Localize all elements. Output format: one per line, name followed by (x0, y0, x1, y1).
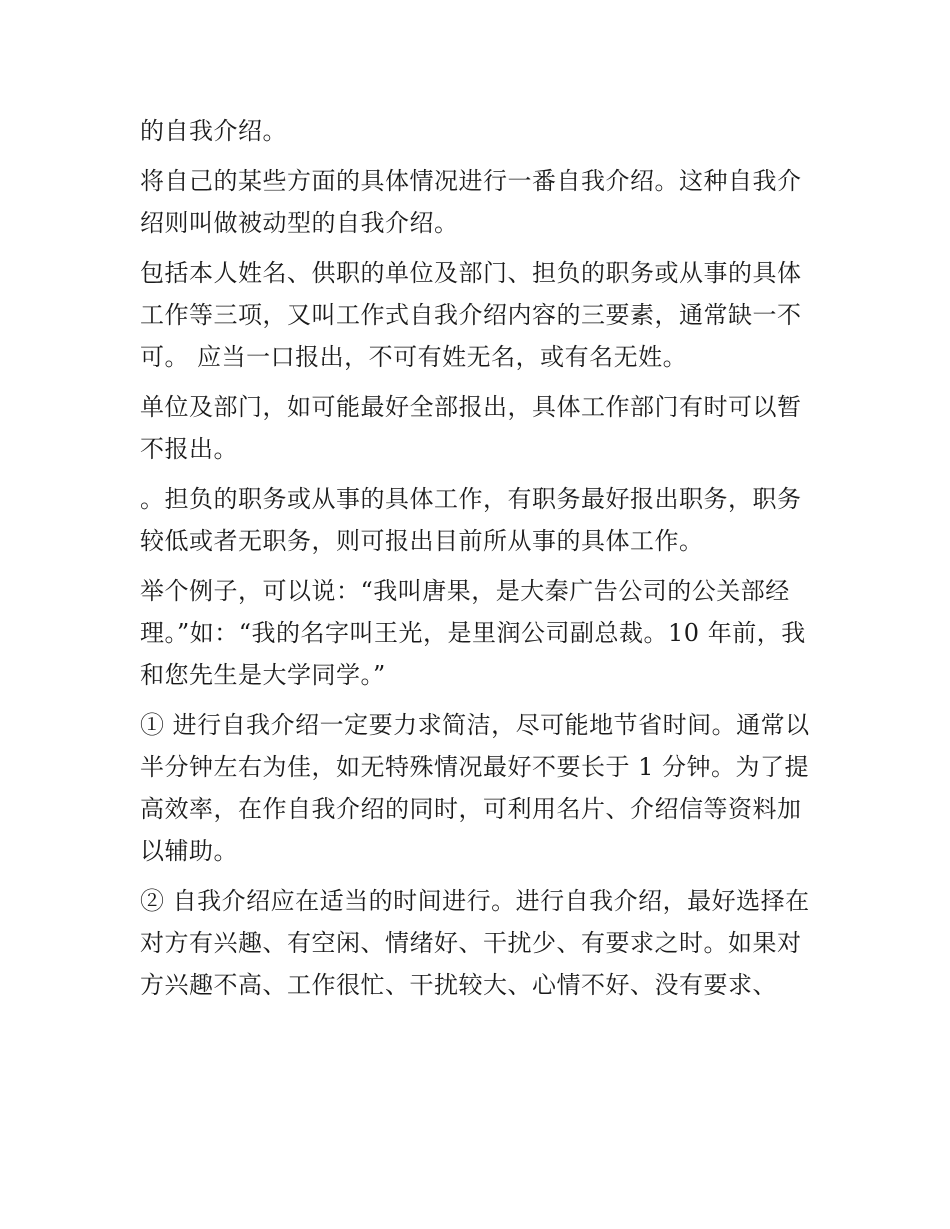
paragraph-4: 单位及部门，如可能最好全部报出，具体工作部门有时可以暂不报出。 (140, 393, 802, 463)
paragraph-8: ② 自我介绍应在适当的时间进行。进行自我介绍，最好选择在对方有兴趣、有空闲、情绪好、干扰少、有要求之时。如果对方兴趣不高、工作很忙、干扰较大、心情不好、没有要求、 (140, 887, 810, 999)
paragraph-1: 的自我介绍。 (140, 117, 287, 145)
paragraph-3: 包括本人姓名、供职的单位及部门、担负的职务或从事的具体工作等三项，又叫工作式自我介绍内容的三要素，通常缺一不可。 应当一口报出，不可有姓无名，或有名无姓。 (140, 259, 802, 371)
paragraph-6: 举个例子，可以说：“我叫唐果，是大秦广告公司的公关部经理。”如：“我的名字叫王光，是里润公司副总裁。10 年前，我和您先生是大学同学。” (140, 577, 806, 689)
paragraph-2: 将自己的某些方面的具体情况进行一番自我介绍。这种自我介绍则叫做被动型的自我介绍。 (140, 167, 802, 237)
document-body (140, 110, 820, 1014)
paragraph-5: 。担负的职务或从事的具体工作，有职务最好报出职务，职务较低或者无职务，则可报出目前所从事的具体工作。 (140, 485, 802, 555)
paragraph-7: ① 进行自我介绍一定要力求简洁，尽可能地节省时间。通常以半分钟左右为佳，如无特殊情况最好不要长于 1 分钟。为了提高效率，在作自我介绍的同时，可利用名片、介绍信等资料加以辅助。 (140, 711, 810, 865)
